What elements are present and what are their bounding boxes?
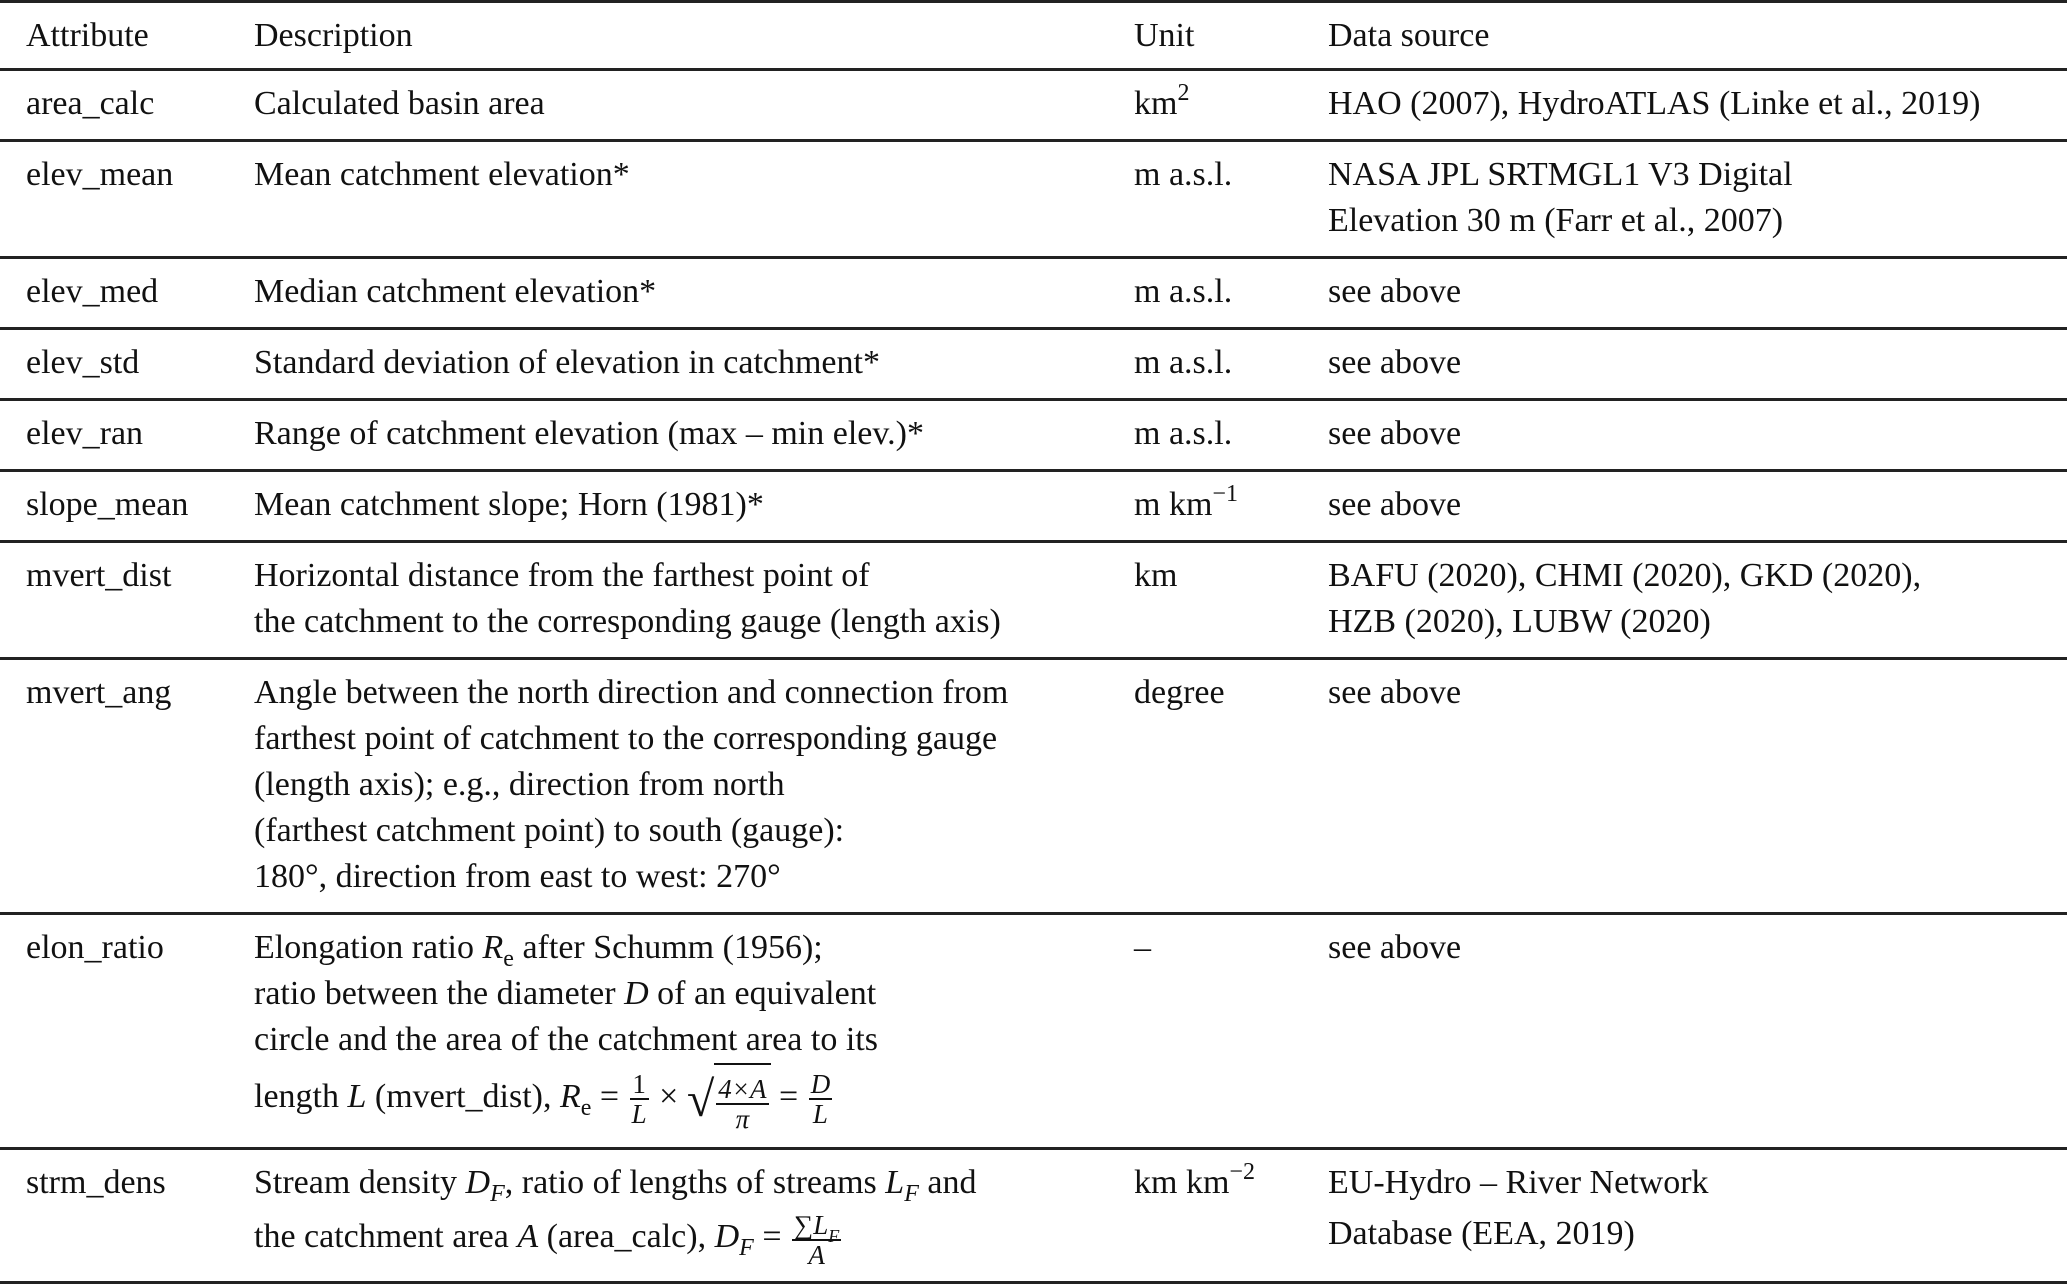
math-var: A (517, 1218, 539, 1256)
math-var: R (482, 929, 504, 966)
description-cell (254, 914, 1134, 1149)
equals-sign: = (591, 1078, 628, 1115)
description-line (254, 1160, 1134, 1206)
attribute-cell: strm_dens (0, 1149, 254, 1282)
description-line: (length axis); e.g., direction from north (254, 766, 785, 803)
attribute-cell: slope_mean (0, 471, 254, 542)
description-cell (254, 400, 1134, 471)
denominator: π (735, 1103, 750, 1134)
unit-text: m km (1134, 486, 1213, 523)
source-cell (1328, 471, 2067, 542)
description-line: Range of catchment elevation (max – min elev.)* (254, 415, 924, 452)
unit-cell (1134, 659, 1328, 914)
description-cell (254, 659, 1134, 914)
table-header-row (0, 2, 2067, 70)
attribute-cell: mvert_dist (0, 542, 254, 659)
numerator (792, 1209, 841, 1246)
description-line: Horizontal distance from the farthest point of (254, 557, 870, 594)
text: , ratio of lengths of streams (504, 1164, 886, 1202)
source-line: Database (EEA, 2019) (1328, 1215, 1635, 1253)
attribute-cell: elev_med (0, 258, 254, 329)
denominator: L (631, 1099, 647, 1130)
description-cell (254, 141, 1134, 258)
source-line: NASA JPL SRTMGL1 V3 Digital (1328, 156, 1793, 193)
table-row (0, 258, 2067, 329)
source-line: see above (1328, 415, 1462, 452)
source-line: HAO (2007), HydroATLAS (Linke et al., 2019) (1328, 85, 1981, 122)
table-row (0, 70, 2067, 141)
source-line: see above (1328, 674, 1462, 711)
text: Elongation ratio (254, 929, 483, 966)
unit-text: degree (1134, 674, 1225, 711)
text: length (254, 1078, 348, 1115)
math-subscript: e (580, 1095, 592, 1121)
description-line: 180°, direction from east to west: 270° (254, 858, 781, 895)
math-subscript: F (904, 1181, 919, 1208)
source-cell (1328, 659, 2067, 914)
math-var: R (559, 1078, 581, 1115)
math-var: D (714, 1218, 740, 1256)
math-var: L (885, 1164, 905, 1202)
numerator: D (810, 1069, 831, 1100)
times-sign: × (650, 1078, 687, 1115)
source-line: see above (1328, 273, 1462, 310)
description-cell (254, 471, 1134, 542)
description-line: Calculated basin area (254, 85, 545, 122)
attribute-cell: elev_ran (0, 400, 254, 471)
table-row (0, 141, 2067, 258)
fraction (809, 1070, 833, 1128)
unit-cell (1134, 471, 1328, 542)
fraction (630, 1070, 649, 1128)
source-line: BAFU (2020), CHMI (2020), GKD (2020), (1328, 557, 1922, 594)
attribute-cell: elev_std (0, 329, 254, 400)
text: (mvert_dist), (366, 1078, 560, 1115)
denominator: L (812, 1099, 828, 1130)
unit-exponent: −1 (1212, 481, 1238, 507)
unit-cell (1134, 329, 1328, 400)
text: ratio between the diameter (254, 975, 625, 1012)
sum-icon: ∑ (794, 1209, 814, 1240)
table-row (0, 542, 2067, 659)
math-subscript: e (503, 946, 514, 972)
fraction (792, 1211, 841, 1269)
numerator: 4×A (718, 1073, 767, 1104)
source-line: EU-Hydro – River Network (1328, 1164, 1709, 1202)
header-attribute: Attribute (0, 2, 254, 70)
description-cell (254, 70, 1134, 141)
unit-cell (1134, 70, 1328, 141)
description-line (254, 925, 1134, 971)
math-subscript: F (490, 1181, 505, 1208)
description-line: Mean catchment elevation* (254, 156, 630, 193)
description-cell (254, 258, 1134, 329)
table-row (0, 400, 2067, 471)
attribute-cell: area_calc (0, 70, 254, 141)
source-cell (1328, 1149, 2067, 1282)
source-line: see above (1328, 344, 1462, 381)
table-row (0, 914, 2067, 1149)
math-var: L (813, 1209, 829, 1240)
unit-exponent: −2 (1229, 1159, 1255, 1186)
math-subscript: F (739, 1235, 754, 1262)
source-cell (1328, 914, 2067, 1149)
unit-text: m a.s.l. (1134, 344, 1233, 381)
source-cell (1328, 542, 2067, 659)
attribute-cell: mvert_ang (0, 659, 254, 914)
table-row (0, 659, 2067, 914)
formula-line (254, 1063, 1134, 1135)
source-cell (1328, 258, 2067, 329)
source-cell (1328, 70, 2067, 141)
math-var: D (624, 975, 649, 1012)
header-data-source: Data source (1328, 2, 2067, 70)
text: Stream density (254, 1164, 466, 1202)
text: and (918, 1164, 977, 1202)
unit-text: m a.s.l. (1134, 415, 1233, 452)
unit-cell (1134, 1149, 1328, 1282)
description-line: the catchment to the corresponding gauge (length axis) (254, 603, 1001, 640)
math-subscript: F (828, 1225, 840, 1246)
source-line: see above (1328, 486, 1462, 523)
attribute-cell: elev_mean (0, 141, 254, 258)
text: of an equivalent (648, 975, 877, 1012)
text: after Schumm (1956); (513, 929, 823, 966)
equals-sign: = (770, 1078, 807, 1115)
unit-cell (1134, 542, 1328, 659)
math-var: D (465, 1164, 491, 1202)
description-cell (254, 329, 1134, 400)
table-row (0, 1149, 2067, 1282)
description-line (254, 971, 1134, 1017)
source-cell (1328, 329, 2067, 400)
math-var: L (347, 1078, 367, 1115)
text: (area_calc), (538, 1218, 715, 1256)
source-cell (1328, 400, 2067, 471)
source-line: Elevation 30 m (Farr et al., 2007) (1328, 202, 1784, 239)
unit-cell (1134, 914, 1328, 1149)
text: the catchment area (254, 1218, 518, 1256)
description-cell (254, 1149, 1134, 1282)
description-line: circle and the area of the catchment area to its (254, 1021, 878, 1058)
unit-cell (1134, 141, 1328, 258)
description-line: farthest point of catchment to the corresponding gauge (254, 720, 998, 757)
unit-text: km km (1134, 1164, 1230, 1202)
unit-text: km (1134, 85, 1178, 122)
unit-text: m a.s.l. (1134, 156, 1233, 193)
fraction (716, 1075, 768, 1133)
description-line: Median catchment elevation* (254, 273, 657, 310)
formula-line (254, 1206, 1134, 1268)
unit-text: – (1134, 929, 1151, 966)
table-row (0, 471, 2067, 542)
unit-cell (1134, 400, 1328, 471)
description-line: Angle between the north direction and connection from (254, 674, 1009, 711)
square-root (687, 1063, 771, 1135)
numerator: 1 (630, 1070, 649, 1100)
description-line: Standard deviation of elevation in catchment* (254, 344, 880, 381)
table-row (0, 329, 2067, 400)
description-line: (farthest catchment point) to south (gauge): (254, 812, 845, 849)
source-cell (1328, 141, 2067, 258)
source-line: HZB (2020), LUBW (2020) (1328, 603, 1711, 640)
header-description: Description (254, 2, 1134, 70)
header-unit: Unit (1134, 2, 1328, 70)
description-line: Mean catchment slope; Horn (1981)* (254, 486, 764, 523)
unit-exponent: 2 (1177, 80, 1190, 106)
attribute-cell: elon_ratio (0, 914, 254, 1149)
unit-text: m a.s.l. (1134, 273, 1233, 310)
denominator: A (808, 1239, 825, 1270)
description-cell (254, 542, 1134, 659)
equals-sign: = (753, 1218, 791, 1256)
unit-text: km (1134, 557, 1178, 594)
radical-icon: √ (686, 1071, 715, 1128)
unit-cell (1134, 258, 1328, 329)
source-line: see above (1328, 929, 1462, 966)
